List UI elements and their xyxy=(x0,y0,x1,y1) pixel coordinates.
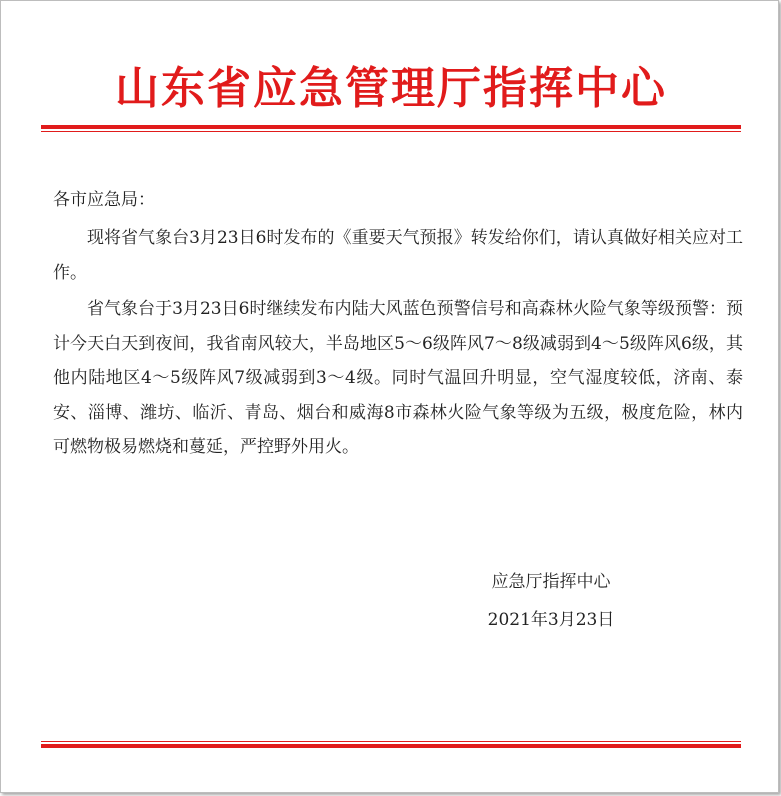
footer-divider-thick-line xyxy=(41,744,741,748)
paragraph-forecast-details: 省气象台于3月23日6时继续发布内陆大风蓝色预警信号和高森林火险气象等级预警：预计今天白天到夜间，我省南风较大，半岛地区5～6级阵风7～8级减弱到4～5级阵风6级，其他内陆地区4～5级阵风7级减弱到3～4级。同时气温回升明显，空气湿度较低，济南、泰安、淄博、潍坊、临沂、青岛、烟台和威海8市森林火险气象等级为五级，极度危险，林内可燃物极易燃烧和蔓延，严控野外用火。 xyxy=(53,299,743,457)
signature-organization: 应急厅指挥中心 xyxy=(491,572,611,592)
footer-divider-thin-line xyxy=(41,741,741,742)
header-divider xyxy=(41,125,741,132)
document-header-title: 山东省应急管理厅指挥中心 xyxy=(115,63,667,114)
header-divider-thin-line xyxy=(41,131,741,132)
signature-date: 2021年3月23日 xyxy=(487,610,615,630)
salutation: 各市应急局： xyxy=(53,190,155,210)
footer-divider xyxy=(41,741,741,748)
header-divider-thick-line xyxy=(41,125,741,129)
paragraph-forward-notice: 现将省气象台3月23日6时发布的《重要天气预报》转发给你们，请认真做好相关应对工作。 xyxy=(53,228,743,283)
